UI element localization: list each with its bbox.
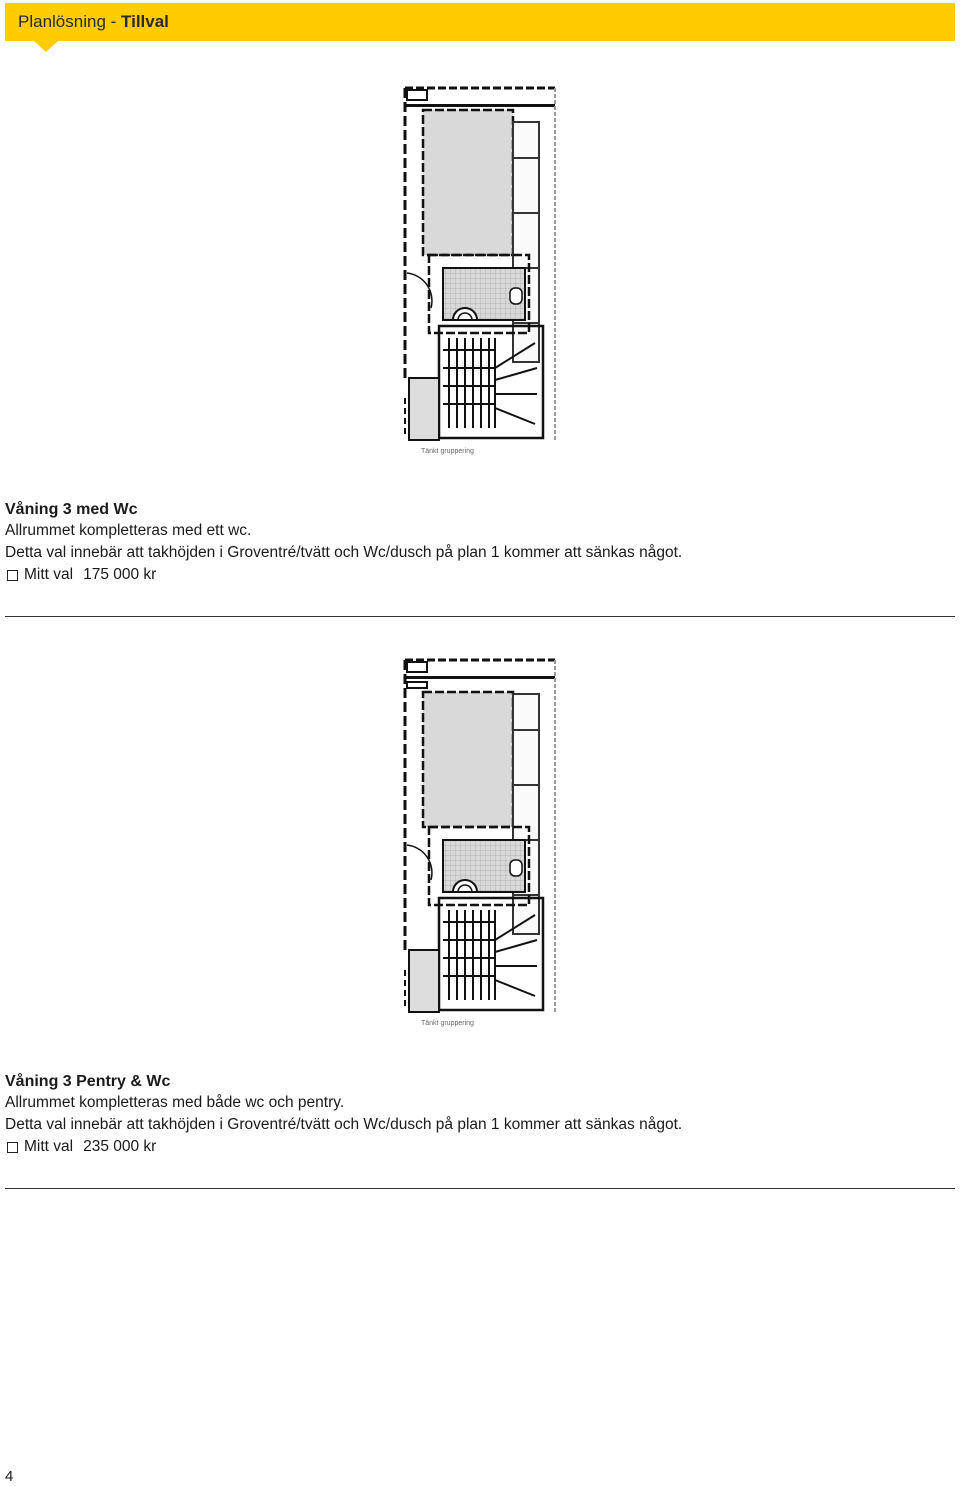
option-choice [5,1136,955,1158]
option-vaning3-pentry-wc [5,1072,955,1158]
divider [5,1188,955,1189]
page-title-main: Planlösning [18,12,106,31]
option-title: Våning 3 med Wc [5,501,138,518]
choice-label: Mitt val [24,566,74,583]
choice-label: Mitt val [24,1138,74,1155]
plan-caption: Tänkt gruppering [421,448,474,455]
choice-checkbox[interactable] [7,570,18,581]
option-note: Detta val innebär att takhöjden i Groventré/tvätt och Wc/dusch på plan 1 kommer att sänkas något. [5,544,683,561]
floor-plan-2 [395,640,585,1040]
page-title [18,12,169,32]
option-description: Allrummet kompletteras med både wc och pentry. [5,1094,345,1111]
header-notch [34,41,58,52]
divider [5,616,955,617]
option-title: Våning 3 Pentry & Wc [5,1073,171,1090]
floor-plan-1 [395,68,585,468]
page-number: 4 [5,1468,14,1485]
option-note: Detta val innebär att takhöjden i Groventré/tvätt och Wc/dusch på plan 1 kommer att sänkas något. [5,1116,683,1133]
choice-price: 175 000 kr [83,566,157,583]
page-title-sub: Tillval [121,12,169,31]
option-choice [5,564,955,586]
option-description: Allrummet kompletteras med ett wc. [5,522,252,539]
page-title-separator: - [105,12,122,31]
choice-price: 235 000 kr [83,1138,157,1155]
choice-checkbox[interactable] [7,1142,18,1153]
plan-caption: Tänkt gruppering [421,1020,474,1027]
option-vaning3-wc [5,500,955,586]
